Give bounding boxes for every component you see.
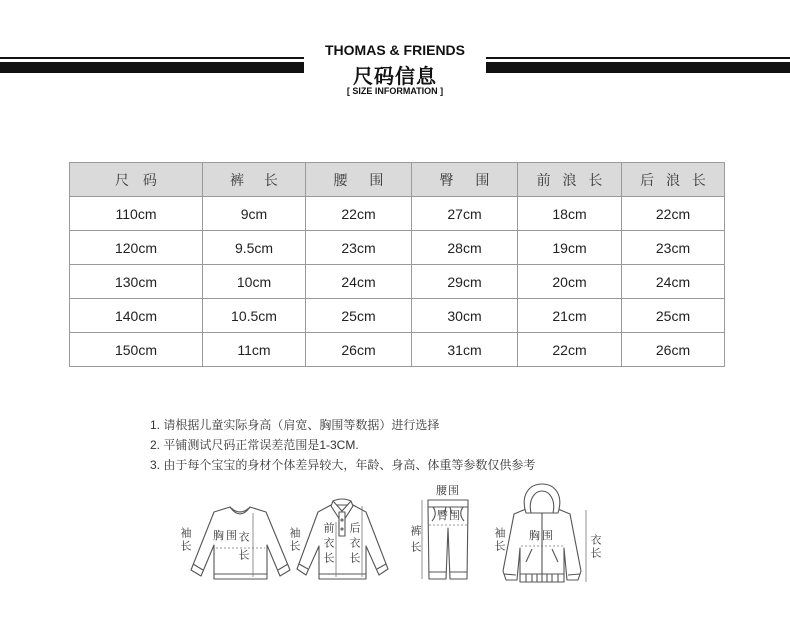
back-rise-cell: 23cm: [622, 231, 725, 265]
size-cell: 150cm: [70, 333, 203, 367]
front-rise-cell: 19cm: [518, 231, 622, 265]
brand-name: THOMAS & FRIENDS: [325, 42, 465, 58]
jacket-hood: [524, 484, 560, 513]
hip-cell: 30cm: [412, 299, 518, 333]
shirt-sleeve-label: 袖长: [179, 527, 191, 553]
table-row: [70, 197, 725, 231]
pants-waistband: [428, 500, 468, 507]
table-row: [70, 299, 725, 333]
note-item: 1. 请根据儿童实际身高（肩宽、胸围等数据）进行选择: [150, 418, 440, 432]
pants-length-cell: 10.5cm: [203, 299, 306, 333]
hip-cell: 27cm: [412, 197, 518, 231]
back-rise-cell: 25cm: [622, 299, 725, 333]
size-cell: 140cm: [70, 299, 203, 333]
hoodie-length-label: 衣长: [589, 534, 601, 560]
size-table: [69, 162, 725, 367]
pants-length-cell: 9cm: [203, 197, 306, 231]
front-rise-cell: 22cm: [518, 333, 622, 367]
note-item: 3. 由于每个宝宝的身材个体差异较大，年龄、身高、体重等参数仅供参考: [150, 458, 536, 472]
col-header-size: 尺 码: [70, 163, 203, 197]
col-header-hip: 臀 围: [412, 163, 518, 197]
back-rise-cell: 26cm: [622, 333, 725, 367]
polo-collar-back: [333, 499, 351, 501]
col-header-pants-length: 裤 长: [203, 163, 306, 197]
pants-length-cell: 9.5cm: [203, 231, 306, 265]
hoodie-chest-label: 胸围: [529, 530, 555, 542]
hoodie-sleeve-label: 袖长: [493, 527, 505, 553]
pants-waist-label: 腰围: [436, 485, 460, 497]
shirt-length-label: 衣长: [237, 531, 249, 567]
size-cell: 110cm: [70, 197, 203, 231]
hip-cell: 31cm: [412, 333, 518, 367]
page-title: 尺码信息: [353, 66, 437, 88]
back-rise-cell: 24cm: [622, 265, 725, 299]
polo-front-length-label: 前衣长: [322, 522, 334, 567]
shirt-chest-label: 胸围: [213, 530, 239, 542]
size-cell: 130cm: [70, 265, 203, 299]
table-header-row: [70, 163, 725, 197]
waist-cell: 23cm: [306, 231, 412, 265]
waist-cell: 22cm: [306, 197, 412, 231]
polo-sleeve-label: 袖长: [288, 527, 300, 553]
col-header-back-rise: 后 浪 长: [622, 163, 725, 197]
polo-shirt-icon: [297, 499, 388, 579]
col-header-waist: 腰 围: [306, 163, 412, 197]
hip-cell: 28cm: [412, 231, 518, 265]
polo-placket: [339, 512, 345, 536]
table-row: [70, 231, 725, 265]
polo-button: [341, 528, 343, 530]
waist-cell: 25cm: [306, 299, 412, 333]
hip-cell: 29cm: [412, 265, 518, 299]
front-rise-cell: 18cm: [518, 197, 622, 231]
garment-diagrams: [0, 478, 790, 588]
polo-button: [341, 519, 343, 521]
front-rise-cell: 21cm: [518, 299, 622, 333]
col-header-front-rise: 前 浪 长: [518, 163, 622, 197]
pants-hip-label: 臀围: [437, 510, 461, 522]
size-cell: 120cm: [70, 231, 203, 265]
front-rise-cell: 20cm: [518, 265, 622, 299]
note-item: 2. 平铺测试尺码正常误差范围是1-3CM.: [150, 438, 359, 452]
pants-length-cell: 10cm: [203, 265, 306, 299]
pants-length-label: 裤长: [409, 525, 421, 557]
table-row: [70, 265, 725, 299]
waist-cell: 26cm: [306, 333, 412, 367]
back-rise-cell: 22cm: [622, 197, 725, 231]
page-subtitle: [ SIZE INFORMATION ]: [346, 86, 444, 96]
pants-length-cell: 11cm: [203, 333, 306, 367]
polo-back-length-label: 后衣长: [348, 522, 360, 567]
table-row: [70, 333, 725, 367]
size-notes: [150, 415, 535, 475]
waist-cell: 24cm: [306, 265, 412, 299]
